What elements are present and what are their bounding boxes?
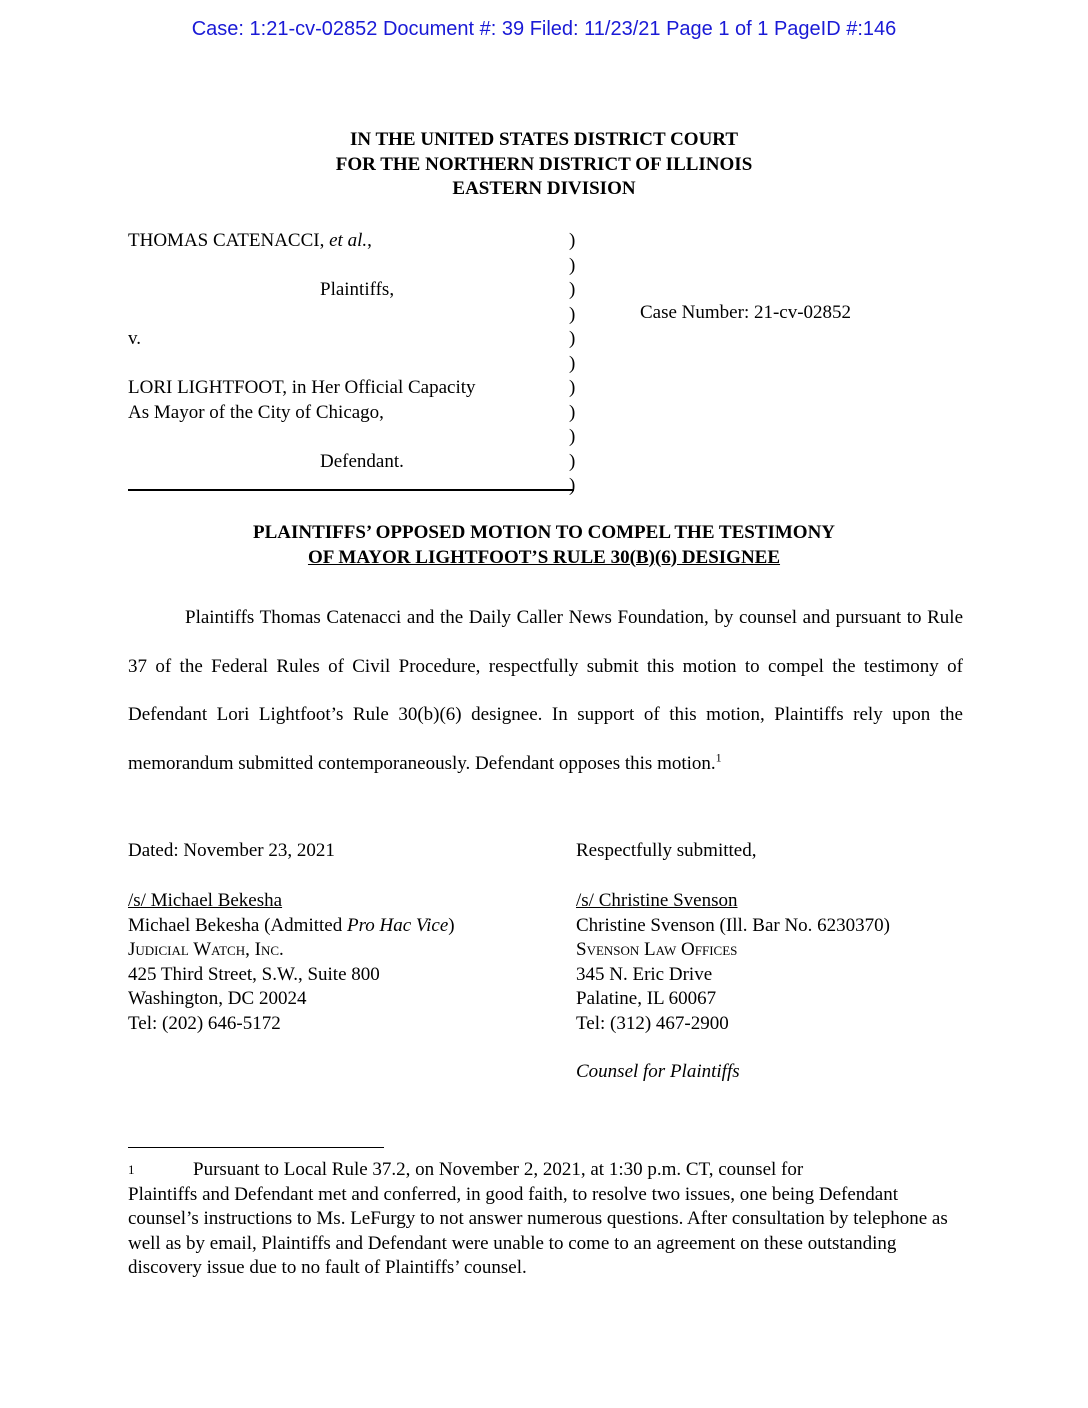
caption-paren: ) — [569, 328, 576, 349]
address-line: Washington, DC 20024 — [128, 988, 307, 1009]
caption-paren: ) — [569, 230, 576, 251]
caption-paren: ) — [569, 401, 576, 423]
defendant-name: LORI LIGHTFOOT, in Her Official Capacity — [128, 377, 476, 398]
defendant-capacity: As Mayor of the City of Chicago, — [128, 401, 384, 423]
footnote-text: Plaintiffs and Defendant met and conferred, in good faith, to resolve two issues, one being Defendant counsel’s instructions to Ms. LeFurgy to not answer numerous questions. After consultation by telephone as well as by email, Plaintiffs and Defendant were unable to come to an agreement on these outstanding discovery issue due to no fault of Plaintiffs’ counsel. — [128, 1183, 948, 1278]
address-line: 345 N. Eric Drive — [576, 963, 713, 985]
motion-title — [0, 521, 1088, 570]
caption-paren: ) — [569, 303, 576, 325]
attorney-name — [128, 914, 548, 939]
signature-block-bekesha — [128, 889, 548, 1036]
plaintiff-role: Plaintiffs, — [320, 279, 395, 300]
caption-paren: ) — [569, 279, 576, 300]
attorney-name: Christine Svenson (Ill. Bar No. 6230370) — [576, 914, 891, 936]
telephone: Tel: (202) 646-5172 — [128, 1012, 281, 1034]
motion-body-text: Plaintiffs Thomas Catenacci and the Daily Caller News Foundation, by counsel and pursuant to Rule 37 of the Federal Rules of Civil Procedure, respectfully submit this motion to compel the testimony of Defendant Lori Lightfoot’s Rule 30(b)(6) designee. In support of this motion, Plaintiffs rely upon the memorandum submitted contemporaneously. Defendant opposes this motion. — [128, 607, 963, 774]
defendant-role: Defendant. — [320, 450, 404, 472]
footnote-divider — [128, 1147, 384, 1148]
date-line: Dated: November 23, 2021 — [128, 840, 335, 861]
respectfully-submitted: Respectfully submitted, — [576, 840, 757, 861]
paren: ) — [448, 914, 455, 936]
caption-divider — [128, 489, 574, 491]
motion-title-line: PLAINTIFFS’ OPPOSED MOTION TO COMPEL THE TESTIMONY — [252, 522, 836, 543]
signature-text: /s/ Christine Svenson — [576, 890, 738, 911]
case-caption-parties — [128, 229, 568, 474]
caption-paren: ) — [569, 450, 576, 472]
plaintiff-name-text: THOMAS CATENACCI, — [128, 230, 330, 251]
comma: , — [367, 230, 372, 251]
caption-paren: ) — [569, 352, 576, 374]
et-al: et al. — [329, 230, 368, 251]
case-number: Case Number: 21-cv-02852 — [640, 302, 852, 323]
plaintiff-name — [128, 229, 568, 254]
court-heading — [0, 128, 1088, 202]
counsel-for-plaintiffs: Counsel for Plaintiffs — [576, 1061, 740, 1082]
telephone: Tel: (312) 467-2900 — [576, 1012, 729, 1034]
court-heading-line: IN THE UNITED STATES DISTRICT COURT — [349, 129, 739, 150]
firm-name: Svenson Law Offices — [576, 939, 738, 960]
pro-hac-vice: Pro Hac Vice — [346, 914, 449, 936]
firm-name: Judicial Watch, Inc. — [128, 939, 284, 960]
signature-line — [576, 889, 810, 914]
address-line: Palatine, IL 60067 — [576, 988, 717, 1009]
caption-paren: ) — [569, 475, 576, 496]
signature-text: /s/ Michael Bekesha — [128, 890, 283, 911]
motion-body — [128, 594, 963, 788]
caption-paren: ) — [569, 377, 576, 398]
filing-header-stamp: Case: 1:21-cv-02852 Document #: 39 Filed: 11/23/21 Page 1 of 1 PageID #:146 — [191, 18, 897, 40]
footnote — [128, 1158, 948, 1281]
caption-parentheses — [569, 229, 589, 499]
court-heading-line: EASTERN DIVISION — [452, 178, 636, 199]
footnote-reference[interactable]: 1 — [715, 750, 722, 765]
signature-block-svenson — [576, 889, 996, 1036]
versus: v. — [128, 328, 142, 349]
motion-title-line: OF MAYOR LIGHTFOOT’S RULE 30(B)(6) DESIGNEE — [307, 546, 781, 568]
caption-paren: ) — [569, 254, 576, 276]
attorney-name-text: Michael Bekesha (Admitted — [128, 914, 347, 936]
footnote-number: 1 — [128, 1162, 135, 1177]
address-line: 425 Third Street, S.W., Suite 800 — [128, 963, 380, 985]
signature-line — [128, 889, 362, 914]
caption-paren: ) — [569, 426, 576, 447]
footnote-text: Pursuant to Local Rule 37.2, on November 2, 2021, at 1:30 p.m. CT, counsel for — [193, 1159, 804, 1180]
court-heading-line: FOR THE NORTHERN DISTRICT OF ILLINOIS — [335, 153, 753, 175]
